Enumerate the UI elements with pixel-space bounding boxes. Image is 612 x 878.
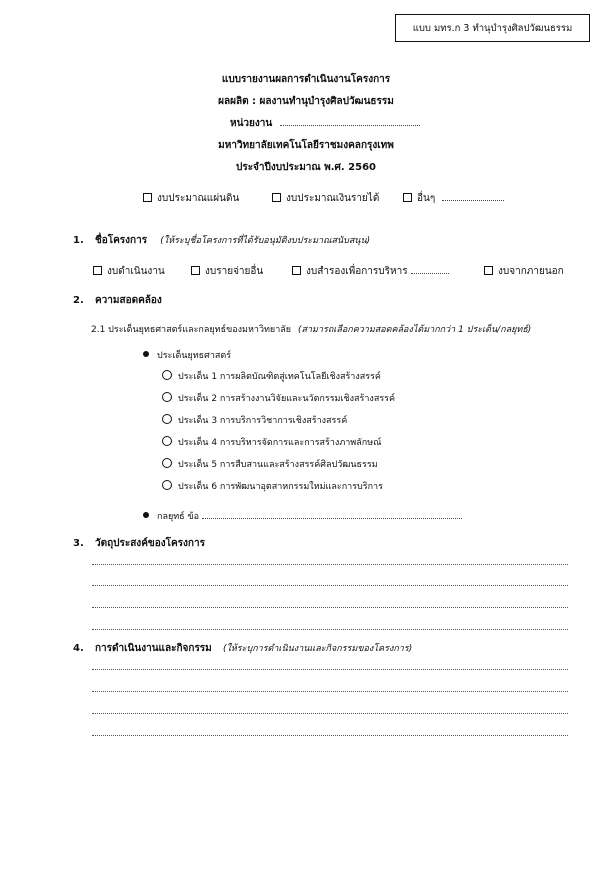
objective-line-2[interactable] [92,585,568,586]
activity-line-2[interactable] [92,691,568,692]
radio-icon[interactable] [162,458,172,468]
issue-option-5[interactable]: ประเด็น 5 การสืบสานและสร้างสรรค์ศิลปวัฒนธรรม [162,457,378,471]
checkbox-icon[interactable] [191,266,200,275]
budget-option-1[interactable]: งบประมาณแผ่นดิน [143,191,239,206]
objective-line-4[interactable] [92,629,568,630]
activity-line-3[interactable] [92,713,568,714]
issue-option-6[interactable]: ประเด็น 6 การพัฒนาอุตสาหกรรมใหม่และการบริการ [162,479,383,493]
header-line-1: แบบรายงานผลการดำเนินงานโครงการ [221,74,391,85]
section-2-heading: 2. ความสอดคล้อง [73,295,162,306]
header-line-5: ประจำปีงบประมาณ พ.ศ. 2560 [235,162,377,173]
unit-label: หน่วยงาน [230,118,273,129]
project-option-3[interactable]: งบสำรองเพื่อการบริหาร [292,264,449,279]
form-code-box [395,14,590,42]
issue-option-3[interactable]: ประเด็น 3 การบริการวิชาการเชิงสร้างสรรค์ [162,413,347,427]
radio-icon[interactable] [162,480,172,490]
checkbox-icon[interactable] [292,266,301,275]
radio-icon[interactable] [162,370,172,380]
issue-option-1[interactable]: ประเด็น 1 การผลิตบัณฑิตสู่เทคโนโลยีเชิงสร้างสรรค์ [162,369,381,383]
project-option-4[interactable]: งบจากภายนอก [484,264,564,279]
unit-field[interactable] [280,117,420,126]
checkbox-icon[interactable] [93,266,102,275]
project-option-1[interactable]: งบดำเนินงาน [93,264,165,279]
other-budget-field[interactable] [442,192,504,201]
section-4-heading: 4. การดำเนินงานและกิจกรรม (ให้ระบุการดำเนินงานและกิจกรรมของโครงการ) [73,643,413,654]
radio-icon[interactable] [162,392,172,402]
budget-option-3[interactable]: อื่นๆ [403,191,504,206]
activity-line-1[interactable] [92,669,568,670]
reserve-budget-field[interactable] [411,265,449,274]
objective-line-1[interactable] [92,564,568,565]
issue-option-4[interactable]: ประเด็น 4 การบริหารจัดการและการสร้างภาพลักษณ์ [162,435,382,449]
issue-option-2[interactable]: ประเด็น 2 การสร้างงานวิจัยและนวัตกรรมเชิงสร้างสรรค์ [162,391,395,405]
strategy-field[interactable] [202,510,462,519]
form-code: แบบ มทร.ก 3 ทำนุบำรุงศิลปวัฒนธรรม [412,22,573,34]
header-line-2: ผลผลิต : ผลงานทำนุบำรุงศิลปวัฒนธรรม [218,96,394,107]
section-3-heading: 3. วัตถุประสงค์ของโครงการ [73,538,205,549]
budget-option-2[interactable]: งบประมาณเงินรายได้ [272,191,379,206]
section-2-1: 2.1 ประเด็นยุทธศาสตร์และกลยุทธ์ของมหาวิทยาลัย (สามารถเลือกความสอดคล้องได้มากกว่า 1 ประเด็น/กลยุทธ์) [91,325,532,335]
checkbox-icon[interactable] [272,193,281,202]
bullet-icon [143,351,149,357]
header-line-4: มหาวิทยาลัยเทคโนโลยีราชมงคลกรุงเทพ [218,140,394,151]
section-4-note: (ให้ระบุการดำเนินงานและกิจกรรมของโครงการ) [222,644,413,654]
bullet-icon [143,512,149,518]
checkbox-icon[interactable] [143,193,152,202]
radio-icon[interactable] [162,436,172,446]
strategy-item: กลยุทธ์ ข้อ [143,509,462,523]
section-1-heading: 1. ชื่อโครงการ (ให้ระบุชื่อโครงการที่ได้รับอนุมัติงบประมาณสนับสนุน) [73,235,371,246]
checkbox-icon[interactable] [484,266,493,275]
project-option-2[interactable]: งบรายจ่ายอื่น [191,264,263,279]
checkbox-icon[interactable] [403,193,412,202]
strategy-heading: ประเด็นยุทธศาสตร์ [143,348,231,362]
section-1-note: (ให้ระบุชื่อโครงการที่ได้รับอนุมัติงบประมาณสนับสนุน) [160,236,371,246]
header-line-3 [230,116,420,131]
activity-line-4[interactable] [92,735,568,736]
radio-icon[interactable] [162,414,172,424]
objective-line-3[interactable] [92,607,568,608]
